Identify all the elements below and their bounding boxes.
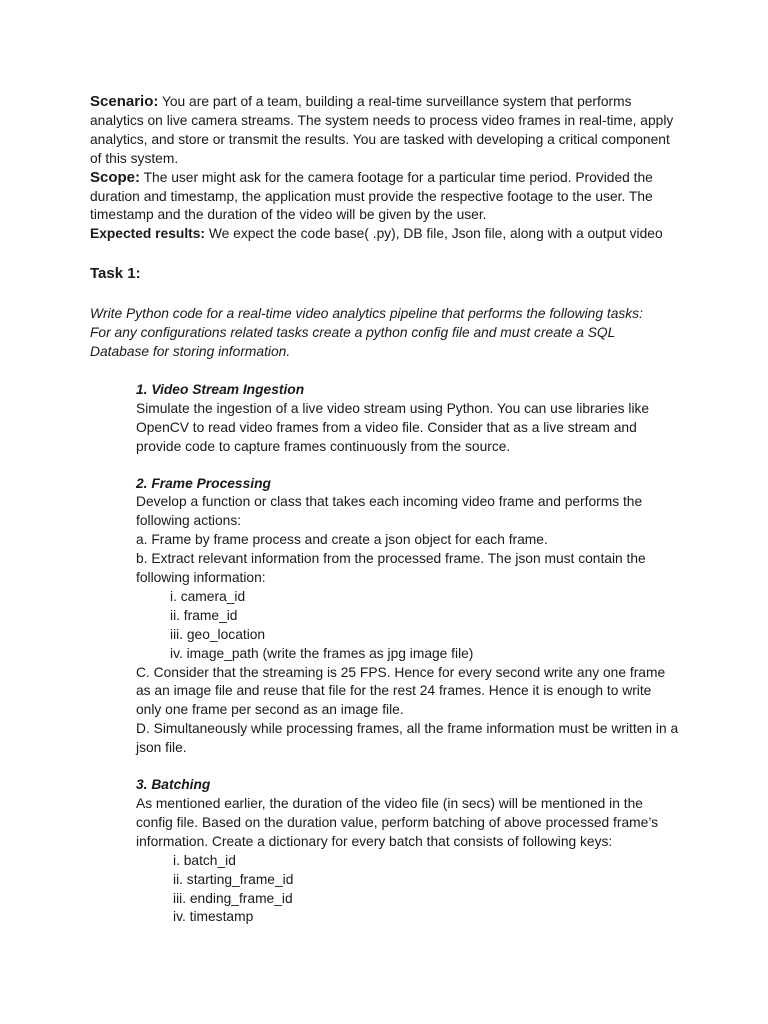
list-item: ii. frame_id [170,607,238,623]
section-batching-body [136,795,688,852]
frame-info-list [170,588,688,664]
expected-results-text: We expect the code base( .py), DB file, Json file, along with a output video [205,226,663,242]
body-line: following information: [136,570,266,586]
body-line: b. Extract relevant information from the processed frame. The json must contain the [136,551,646,567]
section-processing-body-a [136,493,688,588]
list-item: iii. geo_location [170,626,266,642]
scope-paragraph [90,169,688,226]
list-item: iv. image_path (write the frames as jpg image file) [170,645,474,661]
scope-line: duration and timestamp, the application must provide the respective footage to the user. The [90,188,653,204]
task-1-heading: Task 1: [90,265,141,283]
list-item: iii. ending_frame_id [173,890,293,906]
section-processing-body-b [136,664,688,759]
section-processing-title: 2. Frame Processing [136,475,271,491]
list-item: ii. starting_frame_id [173,871,294,887]
batch-keys-list [173,852,688,928]
scenario-line: of this system. [90,150,179,166]
body-line: D. Simultaneously while processing frames, all the frame information must be written in a [136,721,679,737]
scenario-label: Scenario: [90,93,159,110]
intro-line: Write Python code for a real-time video analytics pipeline that performs the following tasks: [90,306,643,322]
scope-line: The user might ask for the camera footage for a particular time period. Provided the [140,169,653,185]
list-item: i. batch_id [173,852,236,868]
scope-line: timestamp and the duration of the video will be given by the user. [90,207,487,223]
scope-label: Scope: [90,168,141,186]
scenario-line: analytics on live camera streams. The system needs to process video frames in real-time, apply [90,112,674,128]
section-ingestion-body [136,400,688,457]
body-line: Simulate the ingestion of a live video stream using Python. You can use libraries like [136,400,650,416]
intro-line: Database for storing information. [90,343,291,359]
body-line: As mentioned earlier, the duration of the video file (in secs) will be mentioned in the [136,796,643,811]
body-line: only one frame per second as an image file. [136,702,404,718]
task-1-intro [90,305,688,362]
list-item: i. camera_id [170,588,246,604]
body-line: information. Create a dictionary for every batch that consists of following keys: [136,833,613,849]
scenario-line: analytics, and store or transmit the results. You are tasked with developing a critical component [90,131,670,147]
body-line: a. Frame by frame process and create a json object for each frame. [136,532,548,548]
body-line: as an image file and reuse that file for the rest 24 frames. Hence it is enough to write [136,683,652,699]
body-line: Develop a function or class that takes each incoming video frame and performs the [136,494,643,510]
body-line: C. Consider that the streaming is 25 FPS. Hence for every second write any one frame [136,664,666,680]
body-line: OpenCV to read video frames from a video file. Consider that as a live stream and [136,419,637,435]
scenario-paragraph [90,93,688,169]
scenario-line: You are part of a team, building a real-time surveillance system that performs [158,94,632,109]
expected-results-paragraph [90,225,688,244]
body-line: following actions: [136,513,242,529]
intro-line: For any configurations related tasks create a python config file and must create a SQL [90,325,616,341]
body-line: config file. Based on the duration value, perform batching of above processed frame’s [136,814,659,830]
list-item: iv. timestamp [173,909,254,925]
task-1-sections [136,381,688,927]
section-batching-title: 3. Batching [136,777,211,793]
section-ingestion-title: 1. Video Stream Ingestion [136,381,305,397]
expected-results-label: Expected results: [90,226,206,242]
body-line: provide code to capture frames continuously from the source. [136,438,511,454]
body-line: json file. [136,740,187,756]
